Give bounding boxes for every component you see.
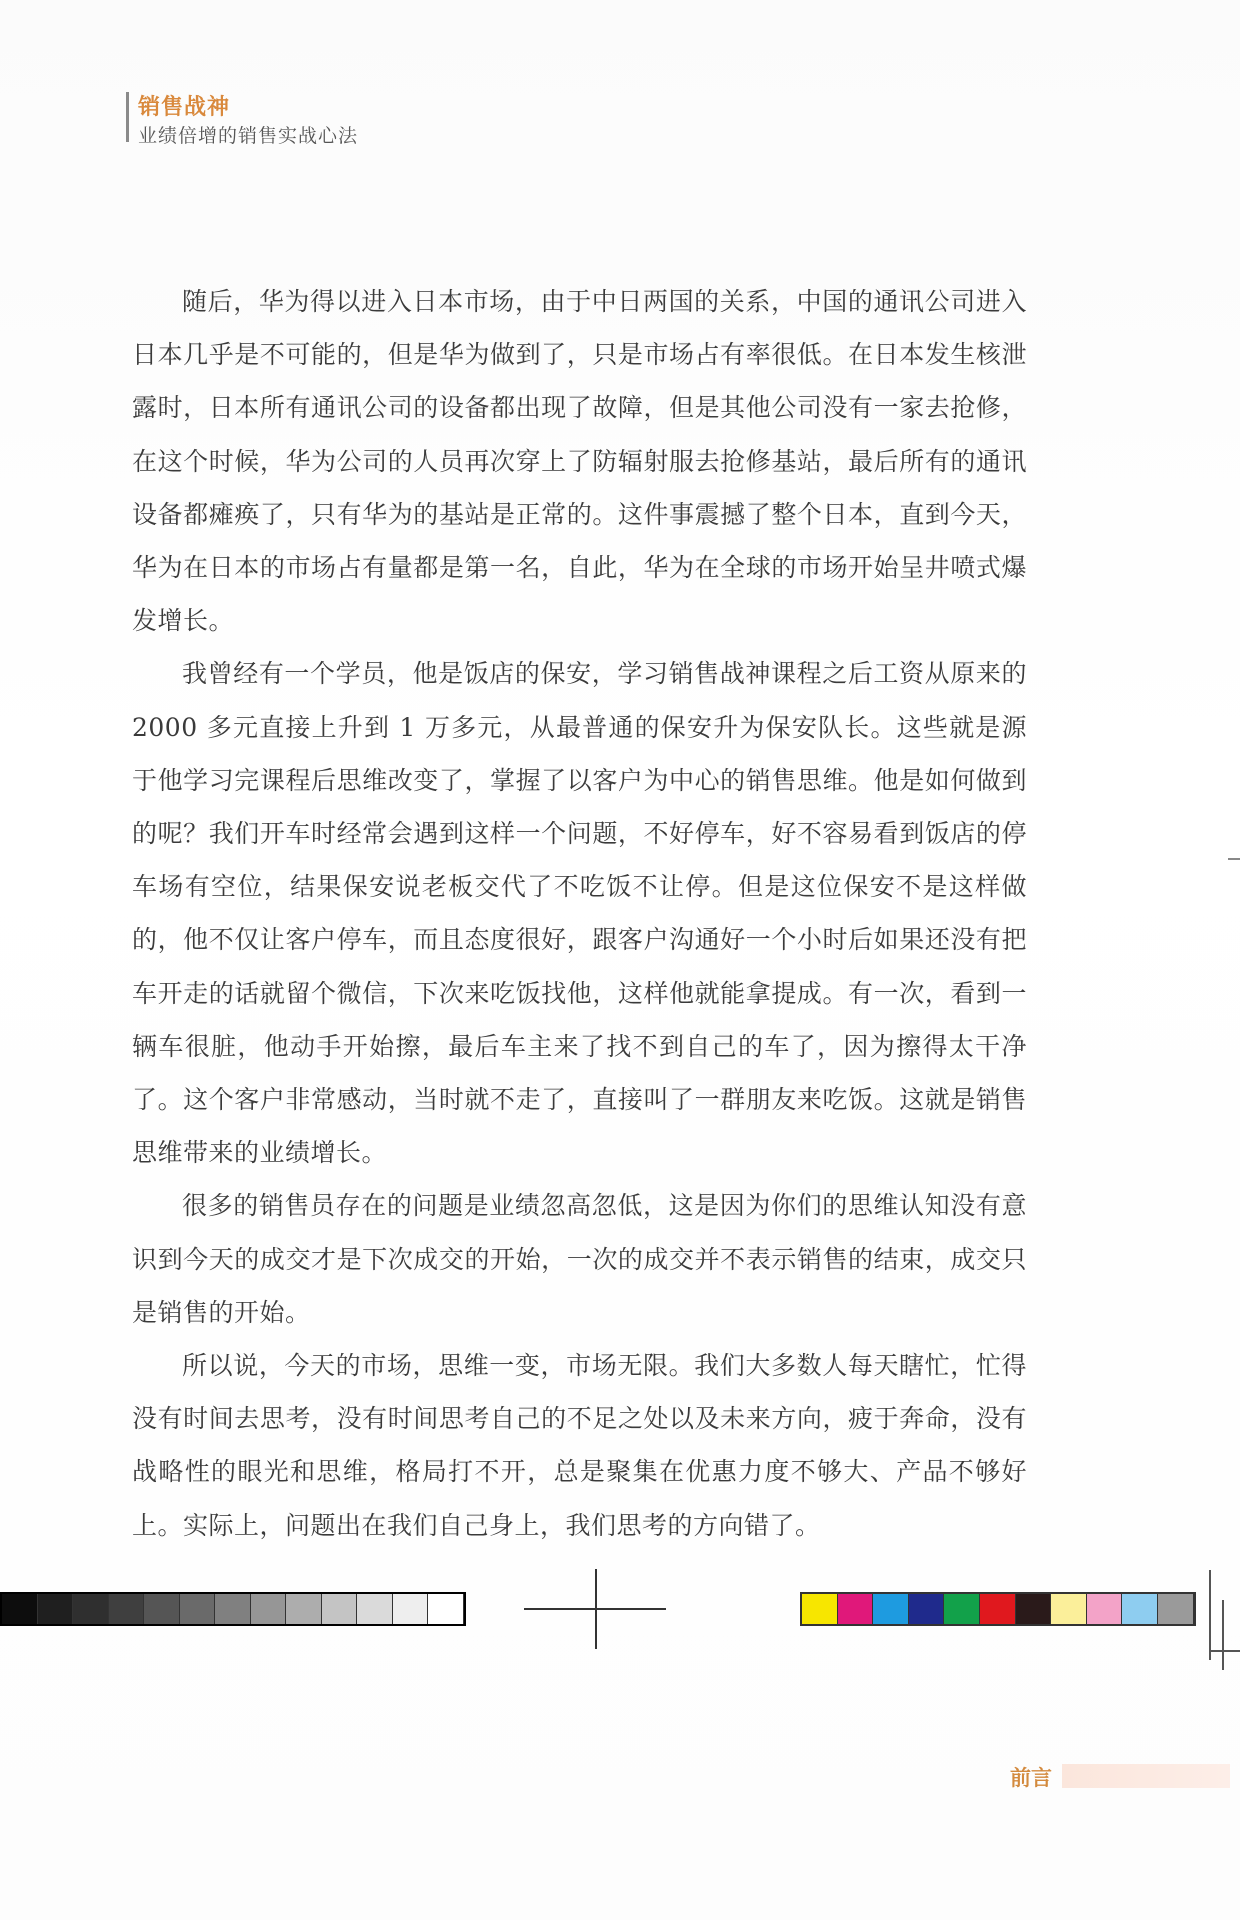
gray-swatch-12 xyxy=(393,1594,429,1624)
gray-swatch-4 xyxy=(109,1594,145,1624)
color-swatch-8 xyxy=(1051,1594,1087,1624)
gray-swatch-11 xyxy=(357,1594,393,1624)
color-swatch-6 xyxy=(980,1594,1016,1624)
gray-swatch-1 xyxy=(2,1594,38,1624)
edge-crop-tick xyxy=(1228,858,1240,860)
gray-swatch-6 xyxy=(180,1594,216,1624)
color-swatch-9 xyxy=(1087,1594,1123,1624)
color-swatch-2 xyxy=(838,1594,874,1624)
section-label: 前言 xyxy=(1010,1765,1052,1790)
corner-crop-mark-horizontal xyxy=(1209,1650,1240,1652)
gray-swatch-2 xyxy=(38,1594,74,1624)
color-swatch-4 xyxy=(909,1594,945,1624)
color-swatch-7 xyxy=(1016,1594,1052,1624)
book-title: 销售战神 xyxy=(138,94,231,120)
book-subtitle: 业绩倍增的销售实战心法 xyxy=(138,125,359,147)
header-rule xyxy=(126,92,129,142)
gray-swatch-8 xyxy=(251,1594,287,1624)
body-text xyxy=(132,275,1027,1552)
footer-band xyxy=(1062,1764,1230,1788)
grayscale-calibration-strip xyxy=(0,1592,466,1626)
color-swatch-3 xyxy=(873,1594,909,1624)
gray-swatch-10 xyxy=(322,1594,358,1624)
color-swatch-5 xyxy=(944,1594,980,1624)
gray-swatch-7 xyxy=(215,1594,251,1624)
color-calibration-strip xyxy=(800,1592,1196,1626)
gray-swatch-5 xyxy=(144,1594,180,1624)
gray-swatch-3 xyxy=(73,1594,109,1624)
paragraph-1: 随后，华为得以进入日本市场，由于中日两国的关系，中国的通讯公司进入日本几乎是不可能的，但是华为做到了，只是市场占有率很低。在日本发生核泄露时，日本所有通讯公司的设备都出现了故障，但是其他公司没有一家去抢修，在这个时候，华为公司的人员再次穿上了防辐射服去抢修基站，最后所有的通讯设备都瘫痪了，只有华为的基站是正常的。这件事震撼了整个日本，直到今天，华为在日本的市场占有量都是第一名，自此，华为在全球的市场开始呈井喷式爆发增长。 xyxy=(132,287,1027,636)
color-swatch-1 xyxy=(802,1594,838,1624)
color-swatch-11 xyxy=(1158,1594,1194,1624)
gray-swatch-13 xyxy=(428,1594,464,1624)
corner-crop-mark-inner xyxy=(1222,1600,1224,1670)
paragraph-3: 很多的销售员存在的问题是业绩忽高忽低，这是因为你们的思维认知没有意识到今天的成交才是下次成交的开始，一次的成交并不表示销售的结束，成交只是销售的开始。 xyxy=(132,1191,1027,1327)
registration-mark-vertical xyxy=(595,1569,597,1649)
color-swatch-10 xyxy=(1122,1594,1158,1624)
paragraph-4: 所以说，今天的市场，思维一变，市场无限。我们大多数人每天瞎忙，忙得没有时间去思考，没有时间思考自己的不足之处以及未来方向，疲于奔命，没有战略性的眼光和思维，格局打不开，总是聚集在优惠力度不够大、产品不够好上。实际上，问题出在我们自己身上，我们思考的方向错了。 xyxy=(132,1351,1027,1540)
corner-crop-mark-vertical xyxy=(1209,1570,1211,1660)
paragraph-2: 我曾经有一个学员，他是饭店的保安，学习销售战神课程之后工资从原来的 2000 多元直接上升到 1 万多元，从最普通的保安升为保安队长。这些就是源于他学习完课程后思维改变了，掌握了以客户为中心的销售思维。他是如何做到的呢？我们开车时经常会遇到这样一个问题，不好停车，好不容易看到饭店的停车场有空位，结果保安说老板交代了不吃饭不让停。但是这位保安不是这样做的，他不仅让客户停车，而且态度很好，跟客户沟通好一个小时后如果还没有把车开走的话就留个微信，下次来吃饭找他，这样他就能拿提成。有一次，看到一辆车很脏，他动手开始擦，最后车主来了找不到自己的车了，因为擦得太干净了。这个客户非常感动，当时就不走了，直接叫了一群朋友来吃饭。这就是销售思维带来的业绩增长。 xyxy=(132,659,1027,1168)
gray-swatch-9 xyxy=(286,1594,322,1624)
